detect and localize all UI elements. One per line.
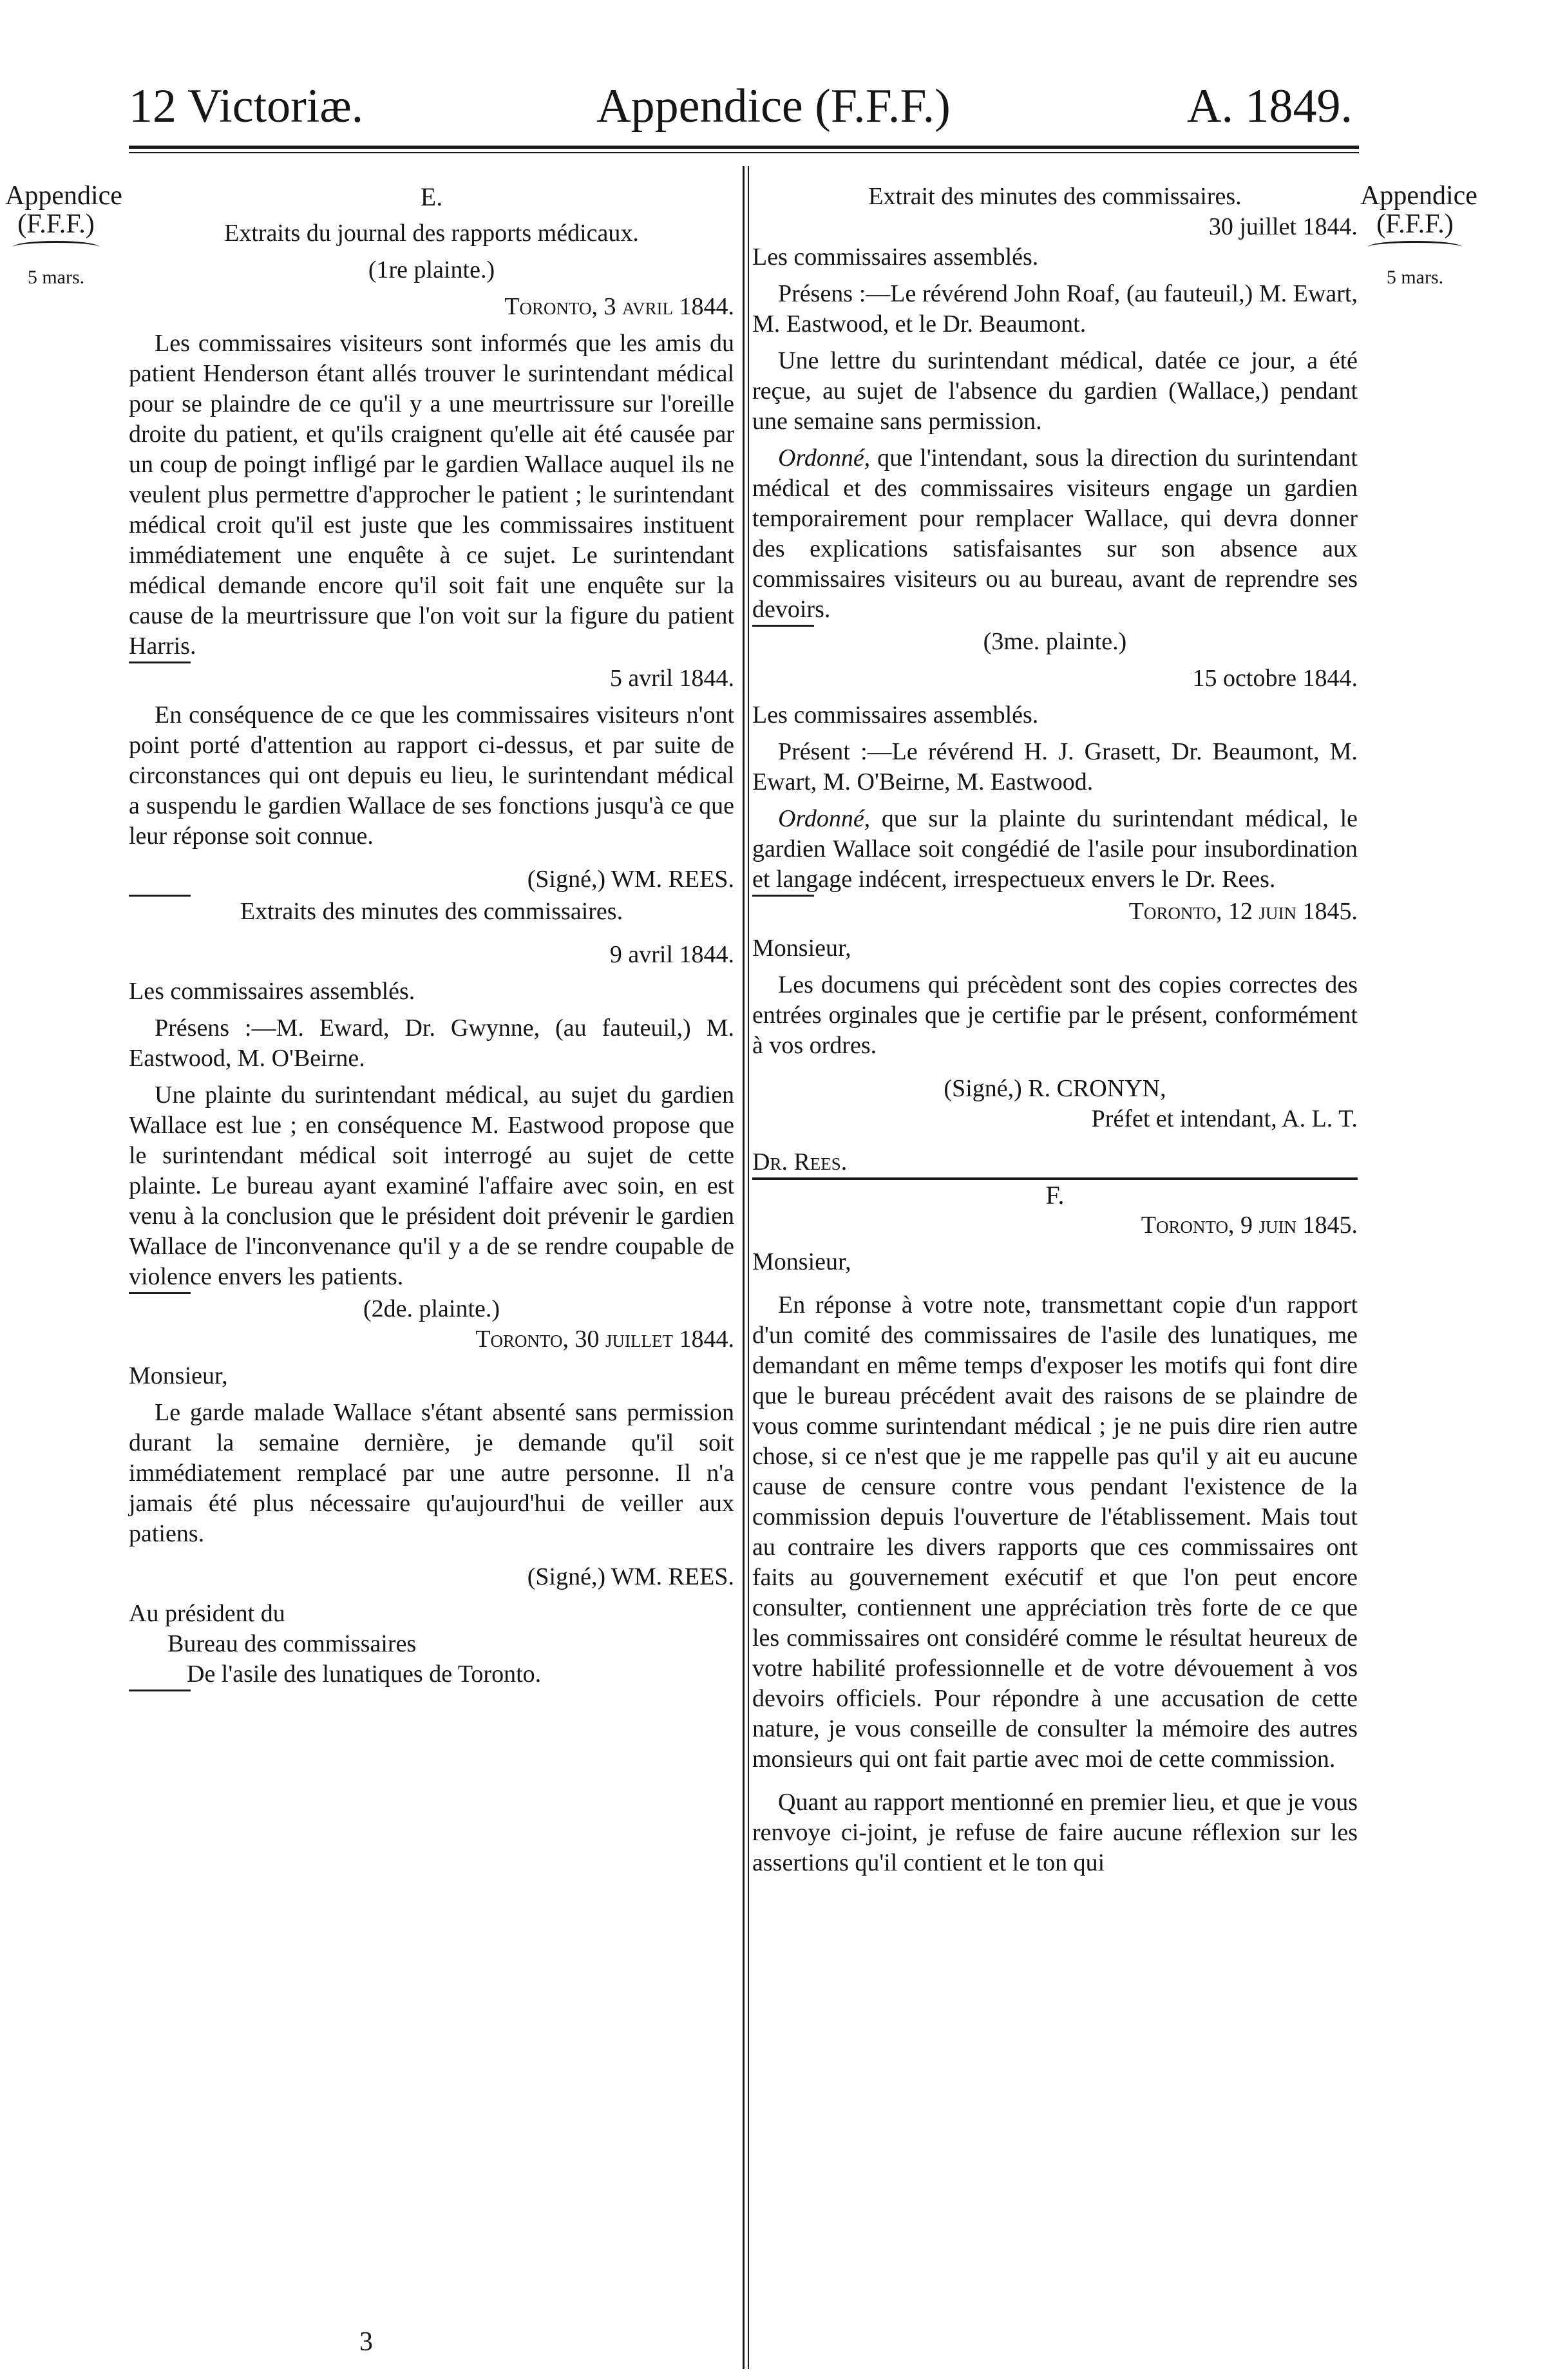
paragraph-3 xyxy=(752,804,1358,895)
margin-brace xyxy=(13,241,99,253)
paragraph-2 xyxy=(752,443,1358,625)
signature-1: (Signé,) R. CRONYN, xyxy=(944,1075,1166,1102)
complaint-heading-3: (3me. plainte.) xyxy=(983,628,1127,655)
dateline-3: 9 avril 1844. xyxy=(609,941,734,968)
running-header-center: Appendice (F.F.F.) xyxy=(596,80,951,133)
margin-note-left xyxy=(5,181,122,289)
assembled-1: Les commissaires assemblés. xyxy=(752,243,1039,271)
column-divider xyxy=(743,166,745,2369)
separator xyxy=(129,1690,191,1691)
section-letter-e: E. xyxy=(420,182,443,211)
salutation-1: Monsieur, xyxy=(129,1362,228,1389)
address-line-2: Bureau des commissaires xyxy=(167,1630,417,1657)
minutes-title: Extrait des minutes des commissaires. xyxy=(868,183,1242,210)
column-divider-thin xyxy=(748,166,749,2369)
dateline-2: 15 octobre 1844. xyxy=(1192,665,1358,692)
present-1: Présens :—Le révérend John Roaf, (au fauteuil,) M. Ewart, M. Eastwood, et le Dr. Beaumont. xyxy=(752,280,1358,338)
dateline-3: Toronto, 12 juin 1845. xyxy=(1128,898,1358,925)
dateline-1: Toronto, 3 avril 1844. xyxy=(504,293,734,320)
dateline-4: Toronto, 30 juillet 1844. xyxy=(475,1326,734,1353)
page-number: 3 xyxy=(359,2327,373,2357)
running-header-left: 12 Victoriæ. xyxy=(129,80,364,133)
signature-title: Préfet et intendant, A. L. T. xyxy=(1091,1105,1358,1132)
paragraph-4: Les documens qui précèdent sont des copies correctes des entrées orginales que je certifie par le présent, conformément à vos ordres. xyxy=(752,971,1358,1059)
address-line-1: Au président du xyxy=(129,1600,285,1627)
minutes-title: Extraits des minutes des commissaires. xyxy=(240,898,623,925)
left-column xyxy=(129,182,734,1691)
salutation-2: Monsieur, xyxy=(752,1248,851,1275)
header-rule xyxy=(129,146,1359,149)
paragraph-5: En réponse à votre note, transmettant copie d'un rapport d'un comité des commissaires de l'asile des lunatiques, me demandant en même temps d'exposer les motifs qui font dire que le bureau précédent avait des raisons de se plaindre de vous comme surintendant médical ; je ne puis dire rien autre chose, si ce n'est que je me rappelle pas qu'il y ait eu aucune cause de censure contre vous pendant l'existence de la commission depuis l'ouverture de l'établissement. Mais tout au contraire les divers rapports que ces commissaires ont faits au gouvernement exécutif et que l'on peut encore consulter, contiennent une appréciation très forte de ce que les commissaires ont considéré comme le résultat heureux de votre habilité professionnelle et de votre dévouement à vos devoirs officiels. Pour répondre à une accusation de cette nature, je vous conseille de consulter la mémoire des autres monsieurs qui ont fait partie avec moi de cette commission. xyxy=(752,1291,1358,1773)
assembled-2: Les commissaires assemblés. xyxy=(752,701,1039,728)
section-title: Extraits du journal des rapports médicaux. xyxy=(224,220,639,247)
ordonne-lead: Ordonné, xyxy=(778,805,871,832)
margin-note-right xyxy=(1360,181,1477,289)
paragraph-1: Les commissaires visiteurs sont informés que les amis du patient Henderson étant allés trouver le surintendant médical pour se plaindre de ce qu'il y a une meurtrissure sur l'oreille droite du patient, et qu'ils craignent qu'elle ait été causée par un coup de poingt infligé par le gardien Wallace auquel ils ne veulent plus permettre d'approcher le patient ; le surintendant médical croit qu'il est juste que les commissaires instituent immédiatement une enquête à ce sujet. Le surintendant médical demande encore qu'il soit fait une enquête sur la cause de la meurtrissure que l'on voit sur la figure du patient Harris. xyxy=(129,330,734,660)
margin-brace xyxy=(1368,241,1462,253)
signature-2: (Signé,) WM. REES. xyxy=(527,1563,734,1590)
paragraph-4: Le garde malade Wallace s'étant absenté sans permission durant la semaine dernière, je demande qu'il soit immédiatement remplacé par une autre personne. Il n'a jamais été plus nécessaire qu'aujourd'hui de veiller aux patiens. xyxy=(129,1399,734,1547)
complaint-heading-1: (1re plainte.) xyxy=(368,256,495,283)
present-1: Présens :—M. Eward, Dr. Gwynne, (au fauteuil,) M. Eastwood, M. O'Beirne. xyxy=(129,1014,734,1072)
running-header-right: A. 1849. xyxy=(1187,80,1352,133)
margin-date: 5 mars. xyxy=(27,267,85,289)
assembled-1: Les commissaires assemblés. xyxy=(129,978,415,1005)
paragraph-3: Une plainte du surintendant médical, au sujet du gardien Wallace est lue ; en conséquence M. Eastwood propose que le surintendant médical soit interrogé au sujet de cette plainte. Le bureau ayant examiné l'affaire avec soin, en est venu à la conclusion que le président doit prévenir le gardien Wallace de l'inconvenance qu'il y a de se rendre coupable de violence envers les patients. xyxy=(129,1081,734,1290)
complaint-heading-2: (2de. plainte.) xyxy=(363,1295,500,1322)
salutation-1: Monsieur, xyxy=(752,935,851,962)
dateline-2: 5 avril 1844. xyxy=(609,665,734,692)
present-2: Présent :—Le révérend H. J. Grasett, Dr. Beaumont, M. Ewart, M. O'Beirne, M. Eastwood. xyxy=(752,738,1358,795)
dateline-4: Toronto, 9 juin 1845. xyxy=(1141,1212,1358,1239)
section-letter-f: F. xyxy=(1045,1181,1065,1210)
margin-date: 5 mars. xyxy=(1386,267,1444,289)
dateline-1: 30 juillet 1844. xyxy=(1208,213,1358,240)
paragraph-6: Quant au rapport mentionné en premier lieu, et que je vous renvoye ci-joint, je refuse de faire aucune réflexion sur les assertions qu'il contient et le ton qui xyxy=(752,1789,1358,1876)
paragraph-2: En conséquence de ce que les commissaires visiteurs n'ont point porté d'attention au rapport ci-dessus, et par suite de circonstances qui ont depuis eu lieu, le surintendant médical a suspendu le gardien Wallace de ses fonctions jusqu'à ce que leur réponse soit connue. xyxy=(129,701,734,850)
paragraph-1: Une lettre du surintendant médical, datée ce jour, a été reçue, au sujet de l'absence du gardien (Wallace,) pendant une semaine sans permission. xyxy=(752,347,1358,435)
paragraph-3-text: que sur la plainte du surintendant médical, le gardien Wallace soit congédié de l'asile pour insubordination et langage indécent, irrespectueux envers le Dr. Rees. xyxy=(752,805,1358,893)
address-line-3: De l'asile des lunatiques de Toronto. xyxy=(187,1661,542,1688)
margin-title: Appendice xyxy=(5,181,122,211)
header-rule-thin xyxy=(129,152,1359,153)
margin-title: Appendice xyxy=(1360,181,1477,211)
paragraph-2-text: que l'intendant, sous la direction du surintendant médical et des commissaires visiteurs engage un gardien temporairement pour remplacer Wallace, qui devra donner des explications satisfaisantes sur son absence aux commissaires visiteurs ou au bureau, avant de reprendre ses devoirs. xyxy=(752,444,1358,623)
right-column xyxy=(752,182,1358,1878)
margin-code: (F.F.F.) xyxy=(1376,209,1454,240)
margin-code: (F.F.F.) xyxy=(17,209,95,240)
ordonne-lead: Ordonné, xyxy=(778,444,871,471)
recipient: Dr. Rees. xyxy=(752,1148,848,1176)
signature-1: (Signé,) WM. REES. xyxy=(527,866,734,893)
